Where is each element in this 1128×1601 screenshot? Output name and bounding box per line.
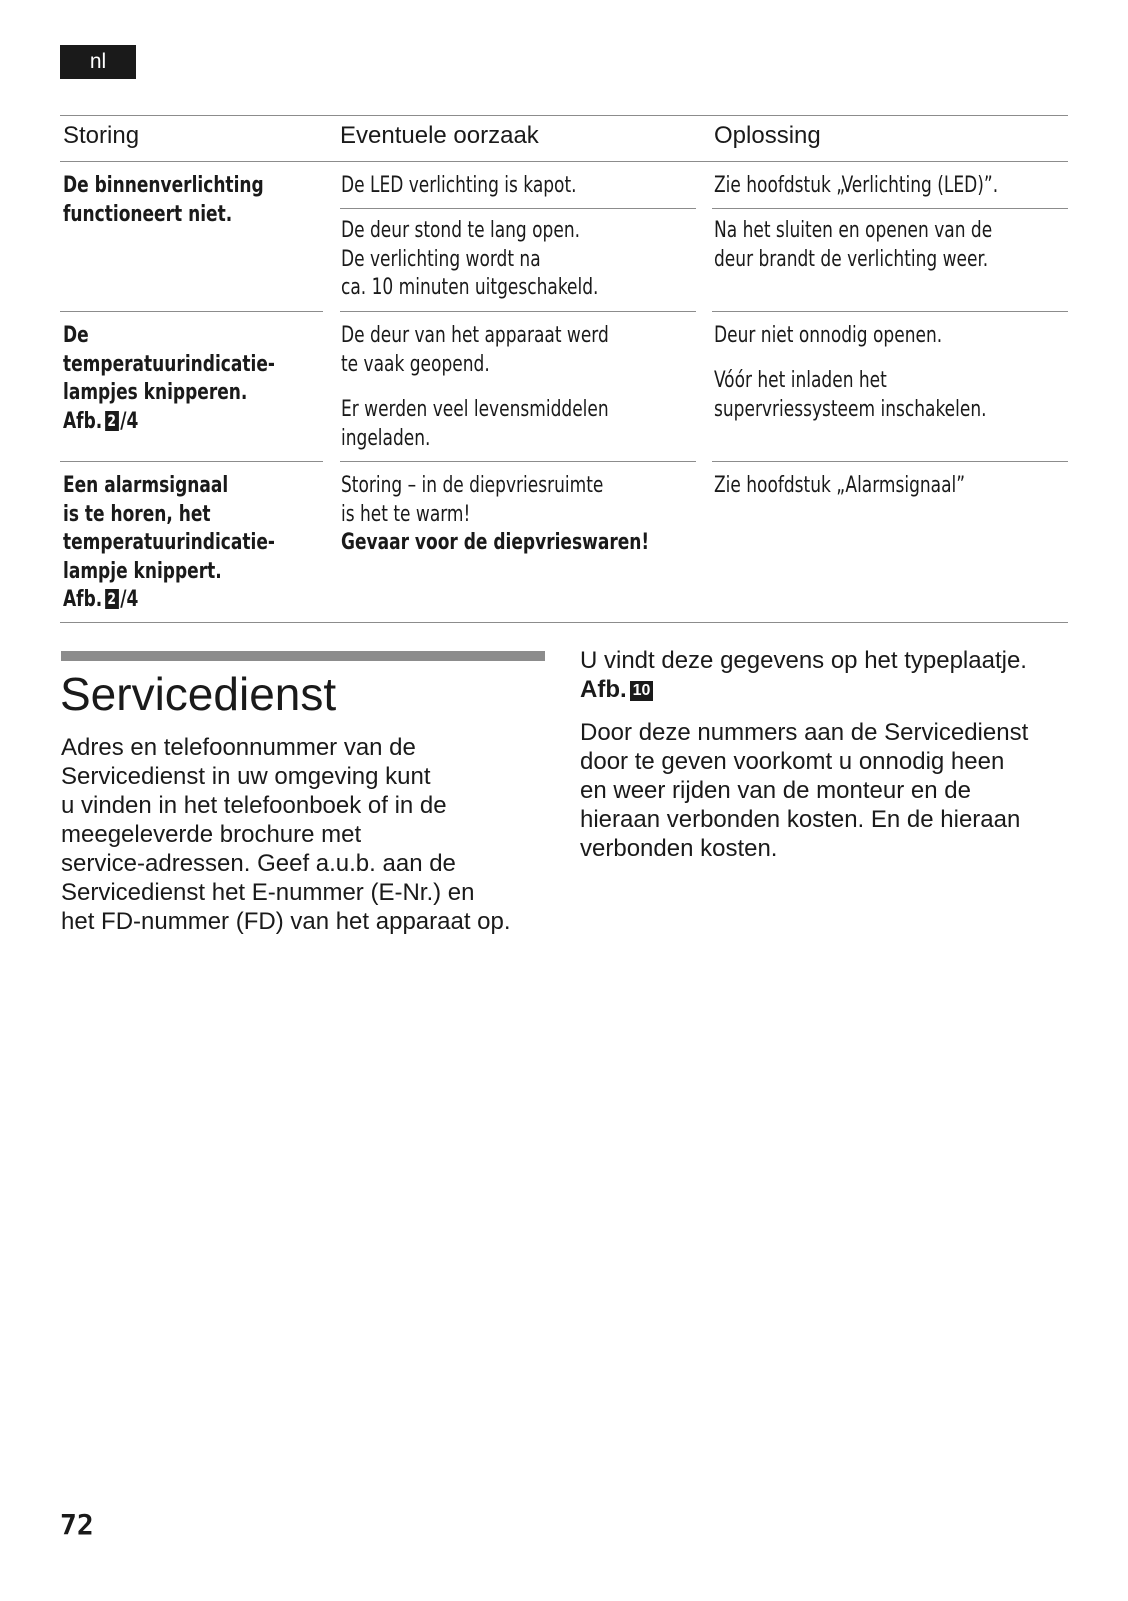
row1-bottom-rule-b: [340, 311, 696, 312]
service-right-p2-line-2: door te geven voorkomt u onnodig heen: [580, 748, 1005, 775]
row1-cause-2: [341, 217, 598, 303]
row1-solution-2-line-1: Na het sluiten en openen van de: [714, 218, 993, 243]
row3-storing-ref: [63, 586, 275, 615]
row3-storing-line-4: lampje knippert.: [63, 558, 222, 584]
service-left-line-6: Servicedienst het E-nummer (E-Nr.) en: [61, 879, 475, 906]
row2-bottom-rule-c: [712, 461, 1068, 462]
header-oplossing: Oplossing: [714, 122, 821, 149]
row1-cause-2-line-3: ca. 10 minuten uitgeschakeld.: [341, 275, 599, 300]
row3-ref-suffix: /4: [120, 587, 139, 612]
row2-storing: [63, 322, 275, 436]
figure-10-badge: 10: [630, 681, 654, 701]
section-title: Servicedienst: [60, 668, 337, 720]
row1-cause-1: [341, 172, 577, 201]
row1-bottom-rule-a: [60, 311, 323, 312]
row2-solution-2: [714, 367, 987, 424]
row1-cause-divider: [340, 208, 696, 209]
service-right-p2-line-5: verbonden kosten.: [580, 835, 778, 862]
row2-ref-prefix: Afb.: [63, 408, 103, 434]
row2-solution-2-line-1: Vóór het inladen het: [714, 368, 887, 393]
row1-cause-2-line-1: De deur stond te lang open.: [341, 218, 581, 243]
row3-cause-1-line-1: Storing – in de diepvriesruimte: [341, 473, 604, 498]
table-bottom-rule: [60, 622, 1068, 623]
language-tab: nl: [60, 45, 136, 79]
row1-bottom-rule-c: [712, 311, 1068, 312]
table-header-rule: [60, 161, 1068, 162]
header-storing: Storing: [63, 122, 140, 149]
row3-storing-line-1: Een alarmsignaal: [63, 473, 229, 498]
row3-storing-line-2: is te horen, het: [63, 501, 211, 527]
row1-storing: [63, 172, 264, 229]
row1-solution-divider: [712, 208, 1068, 209]
service-right-paragraph-2: [580, 718, 1028, 863]
service-left-line-7: het FD-nummer (FD) van het apparaat op.: [61, 908, 511, 935]
row3-solution-1-line-1: Zie hoofdstuk „Alarmsignaal”: [714, 473, 966, 498]
row1-solution-2-line-2: deur brandt de verlichting weer.: [714, 246, 989, 272]
row2-storing-line-1: De: [63, 323, 89, 348]
row3-cause-1-line-2: is het te warm!: [341, 501, 471, 527]
figure-2-badge: 2: [105, 589, 119, 609]
row2-cause-1: [341, 322, 609, 379]
service-left-line-3: u vinden in het telefoonboek of in de: [61, 792, 447, 819]
row2-cause-2-line-2: ingeladen.: [341, 425, 431, 451]
row2-ref-suffix: /4: [120, 408, 139, 434]
row2-cause-1-line-2: te vaak geopend.: [341, 351, 490, 377]
service-left-paragraph: [61, 733, 511, 936]
service-left-line-2: Servicedienst in uw omgeving kunt: [61, 763, 431, 790]
service-right-p2-line-1: Door deze nummers aan de Servicedienst: [580, 719, 1029, 746]
service-left-line-5: service-adressen. Geef a.u.b. aan de: [61, 850, 456, 877]
row1-solution-1: [714, 172, 998, 201]
row1-storing-line-1: De binnenverlichting: [63, 173, 264, 198]
row1-storing-line-2: functioneert niet.: [63, 201, 233, 227]
service-right-p2-line-4: hieraan verbonden kosten. En de hieraan: [580, 806, 1021, 833]
row2-bottom-rule-a: [60, 461, 323, 462]
row1-cause-1-line-1: De LED verlichting is kapot.: [341, 173, 577, 198]
service-right-p2-line-3: en weer rijden van de monteur en de: [580, 777, 971, 804]
row2-solution-1: [714, 322, 942, 351]
section-bar: [61, 651, 545, 661]
service-left-line-4: meegeleverde brochure met: [61, 821, 362, 848]
row2-solution-2-line-2: supervriessysteem inschakelen.: [714, 396, 987, 422]
row2-cause-2-line-1: Er werden veel levensmiddelen: [341, 397, 609, 422]
row3-solution-1: [714, 472, 965, 501]
row3-storing-line-3: temperatuurindicatie-: [63, 530, 275, 555]
row2-cause-1-line-1: De deur van het apparaat werd: [341, 323, 609, 348]
figure-2-badge: 2: [105, 411, 119, 431]
service-left-line-1: Adres en telefoonnummer van de: [61, 734, 416, 761]
row2-storing-ref: [63, 408, 275, 437]
row3-cause-1: [341, 472, 649, 558]
service-right-paragraph-1: [580, 646, 1027, 704]
row2-cause-2: [341, 396, 609, 453]
row3-cause-warning: Gevaar voor de diepvrieswaren!: [341, 530, 650, 555]
header-oorzaak: Eventuele oorzaak: [340, 122, 539, 149]
row1-solution-1-line-1: Zie hoofdstuk „Verlichting (LED)”.: [714, 173, 999, 198]
row1-solution-2: [714, 217, 992, 274]
row2-solution-1-line-1: Deur niet onnodig openen.: [714, 323, 943, 348]
service-right-line-1: U vindt deze gegevens op het typeplaatje.: [580, 647, 1027, 674]
service-right-ref: [580, 675, 1027, 704]
row2-storing-line-2: temperatuurindicatie-: [63, 351, 275, 377]
page-number: 72: [60, 1508, 94, 1541]
row3-ref-prefix: Afb.: [63, 587, 103, 612]
table-top-rule: [60, 115, 1068, 116]
row3-storing: [63, 472, 275, 615]
service-ref-prefix: Afb.: [580, 676, 627, 703]
row2-storing-line-3: lampjes knipperen.: [63, 380, 248, 405]
row2-bottom-rule-b: [340, 461, 696, 462]
row1-cause-2-line-2: De verlichting wordt na: [341, 246, 541, 272]
